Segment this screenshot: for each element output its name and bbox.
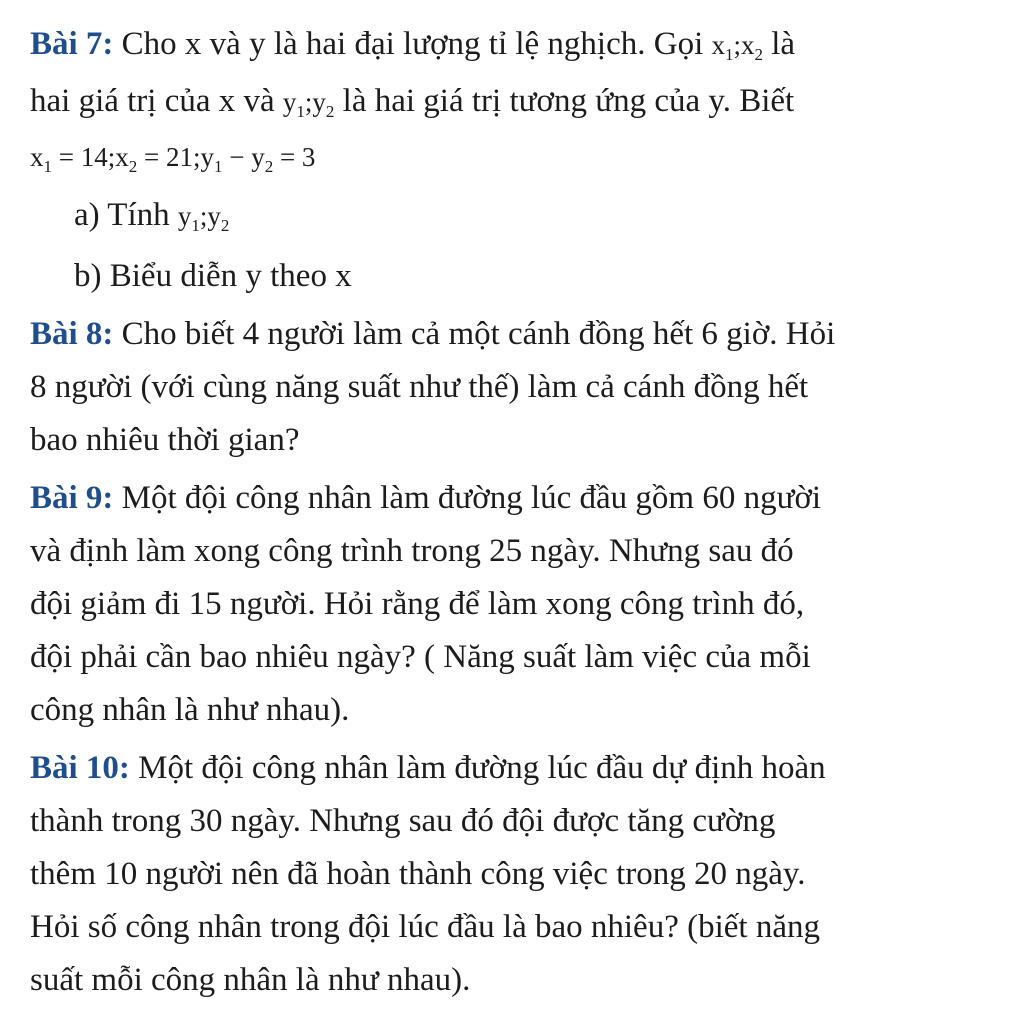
bai7-text: là [763, 26, 796, 62]
bai7-text: Cho x và y là hai đại lượng tỉ lệ nghịch. Gọi [113, 26, 712, 62]
bai9-text: đội phải cần bao nhiêu ngày? ( Năng suất làm việc của mỗi [30, 639, 811, 675]
bai10-line-2 [30, 801, 775, 841]
bai9-text: Một đội công nhân làm đường lúc đầu gồm 60 người [113, 480, 822, 516]
math-x1-x2: $x_1;x_2$ [711, 30, 764, 64]
bai7-line-2 [30, 81, 794, 122]
bai8-label: Bài 8: [30, 316, 114, 352]
math-y1-y2: $y_1;y_2$ [177, 201, 230, 235]
bai7-label: Bài 7: [30, 26, 114, 62]
bai7-part-b-text: b) Biểu diễn y theo x [74, 258, 352, 294]
bai10-text: suất mỗi công nhân là như nhau). [30, 962, 471, 998]
bai7-text: là hai giá trị tương ứng của y. Biết [334, 83, 795, 119]
bai7-part-b [74, 256, 352, 296]
bai8-line-3 [30, 420, 299, 460]
bai7-line-3 [30, 136, 315, 177]
bai10-text: thêm 10 người nên đã hoàn thành công việc trong 20 ngày. [30, 856, 806, 892]
bai8-line-1 [30, 314, 835, 354]
bai10-text: thành trong 30 ngày. Nhưng sau đó đội được tăng cường [30, 803, 776, 839]
bai8-text: Cho biết 4 người làm cả một cánh đồng hết 6 giờ. Hỏi [113, 316, 836, 352]
bai7-line-1 [30, 24, 795, 65]
bai7-part-a-text: a) Tính [74, 197, 178, 233]
bai9-line-2 [30, 531, 794, 571]
math-y1-y2: $y_1;y_2$ [282, 87, 335, 121]
bai7-part-a [74, 195, 229, 236]
bai9-line-1 [30, 478, 821, 518]
bai8-text: 8 người (với cùng năng suất như thế) làm cả cánh đồng hết [30, 369, 809, 405]
bai9-label: Bài 9: [30, 480, 114, 516]
bai9-line-5 [30, 690, 349, 730]
bai10-label: Bài 10: [30, 750, 130, 786]
bai10-text: Hỏi số công nhân trong đội lúc đầu là bao nhiêu? (biết năng [30, 909, 820, 945]
bai9-line-3 [30, 584, 804, 624]
bai10-line-4 [30, 907, 820, 947]
bai10-line-1 [30, 748, 826, 788]
bai8-line-2 [30, 367, 808, 407]
bai9-text: và định làm xong công trình trong 25 ngày. Nhưng sau đó [30, 533, 794, 569]
bai10-text: Một đội công nhân làm đường lúc đầu dự định hoàn [129, 750, 826, 786]
bai9-line-4 [30, 637, 811, 677]
bai10-line-5 [30, 960, 470, 1000]
bai9-text: công nhân là như nhau). [30, 692, 350, 728]
bai10-line-3 [30, 854, 806, 894]
bai8-text: bao nhiêu thời gian? [30, 422, 300, 458]
bai7-text: hai giá trị của x và [30, 83, 283, 119]
bai9-text: đội giảm đi 15 người. Hỏi rằng để làm xong công trình đó, [30, 586, 805, 622]
math-given-values: $x_1$ = $14;x_2$ = $21;y_1 - y_2 = 3$ [30, 142, 316, 176]
